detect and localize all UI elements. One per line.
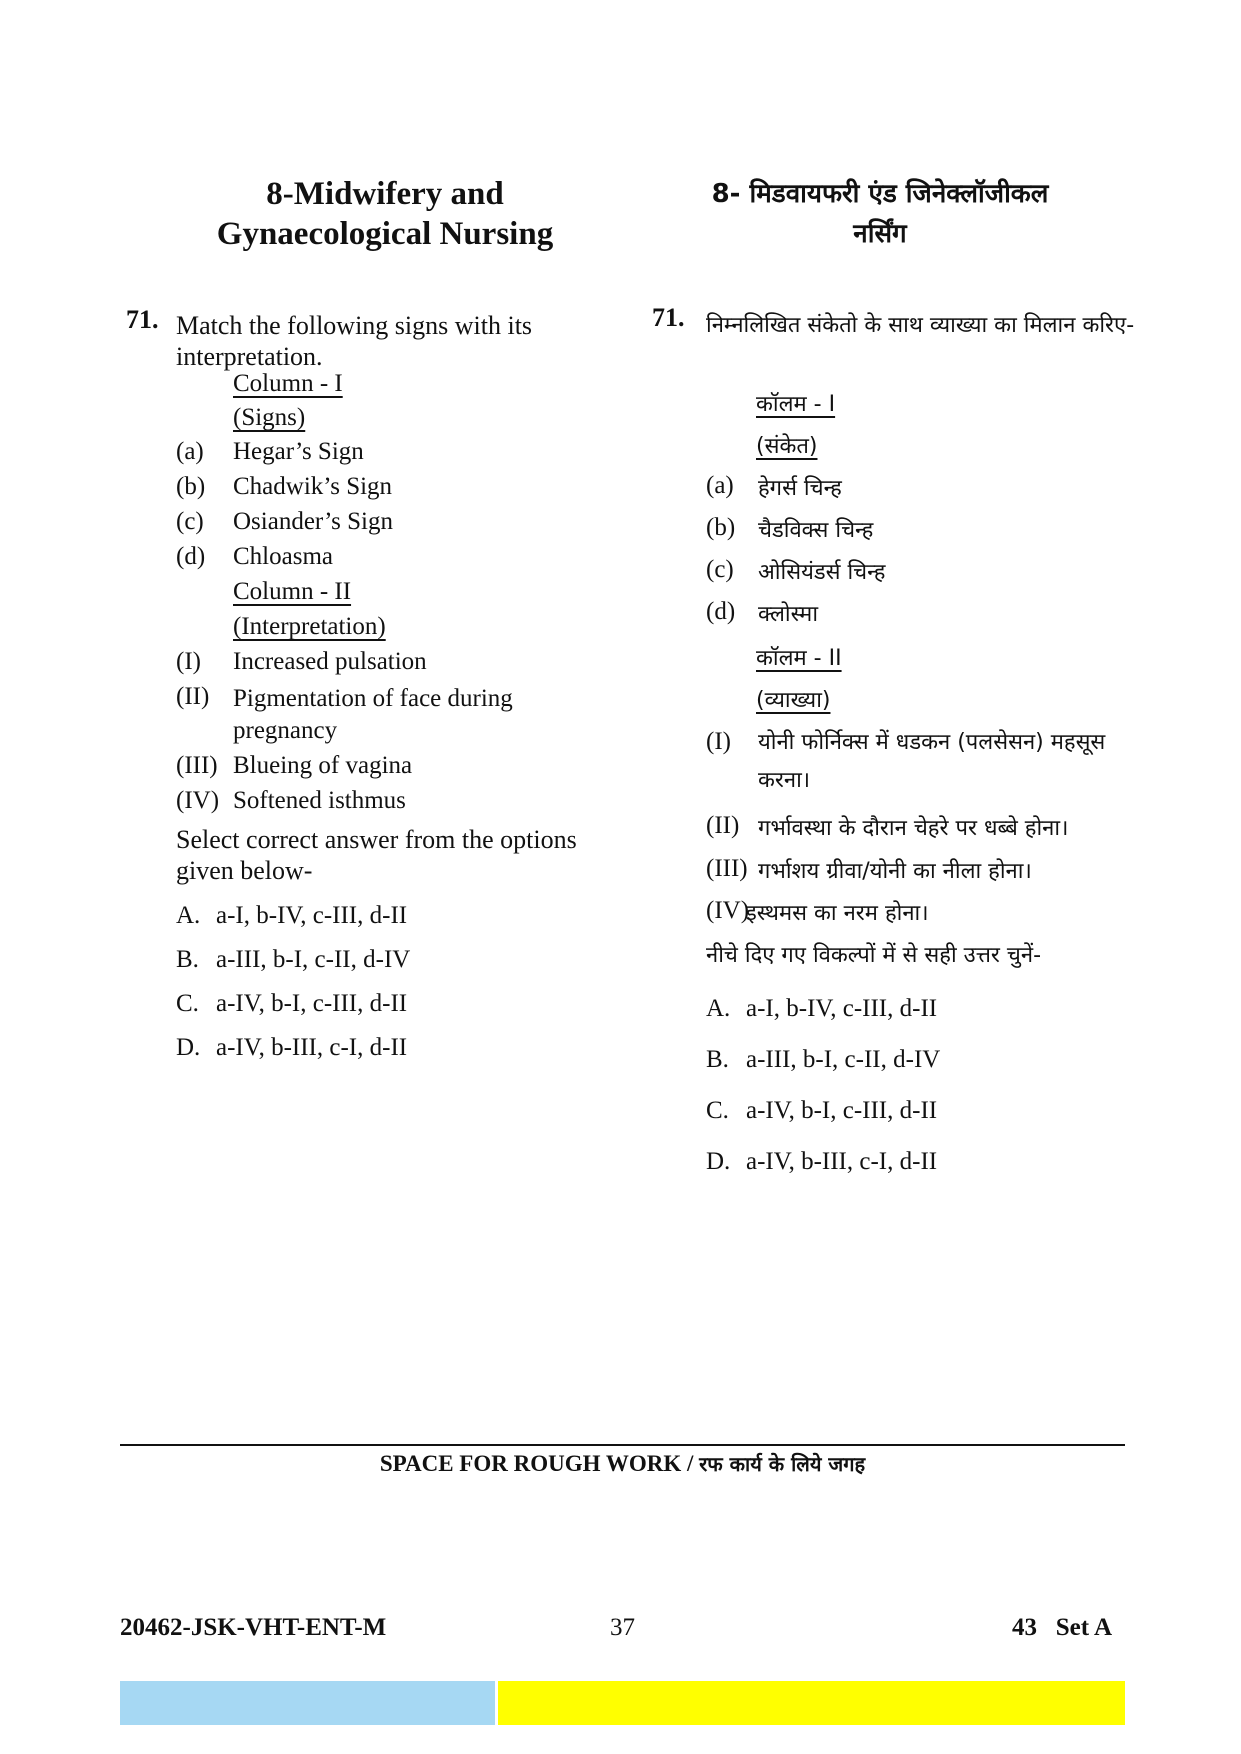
option-label: D.	[706, 1148, 731, 1175]
column-title-text: कॉलम - II	[756, 646, 842, 671]
item-text: Softened isthmus	[233, 787, 406, 814]
item-label: (IV)	[176, 787, 220, 814]
color-bar-yellow	[498, 1681, 1125, 1725]
item-text: क्लोस्मा	[758, 602, 819, 627]
item-label: (IV)	[706, 897, 750, 924]
option-text: a-IV, b-I, c-III, d-II	[746, 1097, 938, 1124]
question-number: 71.	[126, 305, 159, 334]
heading-line-2: नर्सिंग	[853, 219, 907, 249]
option-label: A.	[706, 995, 731, 1022]
option-text: a-III, b-I, c-II, d-IV	[746, 1046, 941, 1073]
rough-work-label	[120, 1450, 1125, 1477]
option-text: a-I, b-IV, c-III, d-II	[746, 995, 938, 1022]
rough-work-hi: रफ कार्य के लिये जगह	[699, 1452, 866, 1476]
question-number: 71.	[652, 303, 685, 332]
item-label: (c)	[706, 556, 734, 583]
item-text: Blueing of vagina	[233, 752, 413, 779]
option-label: C.	[176, 990, 199, 1017]
rough-work-en: SPACE FOR ROUGH WORK /	[379, 1451, 700, 1476]
option-text: a-III, b-I, c-II, d-IV	[216, 946, 411, 973]
item-label: (II)	[706, 812, 740, 839]
item-text: योनी फोर्निक्स में धडकन (पलसेसन) महसूस करना।	[758, 730, 1106, 793]
column-subtitle-text: (संकेत)	[756, 434, 818, 459]
column-title-text: कॉलम - I	[756, 392, 836, 417]
item-text: ओसियंडर्स चिन्ह	[758, 560, 886, 585]
item-text: Increased pulsation	[233, 648, 427, 675]
section-heading-hi	[640, 174, 1120, 254]
option-label: B.	[706, 1046, 729, 1073]
heading-line-1: 8-Midwifery and	[266, 176, 504, 212]
option-text: a-IV, b-III, c-I, d-II	[746, 1148, 938, 1175]
column-title-text: Column - I	[233, 370, 343, 397]
heading-line-1: 8- मिडवायफरी एंड जिनेक्लॉजीकल	[711, 179, 1049, 209]
item-text: चैडविक्स चिन्ह	[758, 518, 874, 543]
item-text: गर्भावस्था के दौरान चेहरे पर धब्बे होना।	[758, 816, 1069, 841]
item-text: Hegar’s Sign	[233, 438, 364, 465]
column-subtitle-text: (Signs)	[233, 404, 306, 431]
instruction-text: नीचे दिए गए विकल्पों में से सही उत्तर चुनें-	[706, 943, 1042, 968]
item-label: (I)	[176, 648, 201, 675]
item-label: (d)	[706, 598, 736, 625]
option-text: a-I, b-IV, c-III, d-II	[216, 902, 408, 929]
rough-work-divider	[120, 1444, 1125, 1446]
option-label: B.	[176, 946, 199, 973]
item-label: (III)	[706, 855, 748, 882]
item-text: गर्भाशय ग्रीवा/योनी का नीला होना।	[758, 859, 1032, 884]
set-label: 43 Set A	[1012, 1614, 1112, 1641]
column-subtitle-text: (व्याख्या)	[756, 688, 831, 713]
option-label: A.	[176, 902, 201, 929]
item-label: (b)	[706, 514, 736, 541]
item-label: (I)	[706, 728, 731, 755]
heading-line-2: Gynaecological Nursing	[216, 216, 554, 252]
item-label: (II)	[176, 683, 210, 710]
question-stem: निम्नलिखित संकेतो के साथ व्याख्या का मिलान करिए-	[706, 313, 1135, 338]
column-title-text: Column - II	[233, 578, 352, 605]
item-text: Pigmentation of face during pregnancy	[233, 685, 513, 744]
item-text: Chloasma	[233, 543, 333, 570]
section-heading-en	[200, 174, 570, 254]
item-text: हेगर्स चिन्ह	[758, 476, 842, 501]
paper-code: 20462-JSK-VHT-ENT-M	[120, 1614, 387, 1641]
option-text: a-IV, b-III, c-I, d-II	[216, 1034, 408, 1061]
option-label: D.	[176, 1034, 201, 1061]
item-label: (c)	[176, 508, 204, 535]
question-stem: Match the following signs with its interpretation.	[176, 311, 533, 371]
item-label: (b)	[176, 473, 206, 500]
color-bar-blue	[120, 1681, 495, 1725]
item-text: Osiander’s Sign	[233, 508, 393, 535]
item-label: (a)	[176, 438, 204, 465]
item-label: (III)	[176, 752, 218, 779]
item-text: इस्थमस का नरम होना।	[746, 901, 929, 926]
item-label: (a)	[706, 472, 734, 499]
option-text: a-IV, b-I, c-III, d-II	[216, 990, 408, 1017]
item-text: Chadwik’s Sign	[233, 473, 393, 500]
page-number: 37	[610, 1614, 635, 1641]
instruction: Select correct answer from the options given below-	[176, 825, 577, 885]
column-subtitle-text: (Interpretation)	[233, 613, 386, 640]
option-label: C.	[706, 1097, 729, 1124]
item-label: (d)	[176, 543, 206, 570]
